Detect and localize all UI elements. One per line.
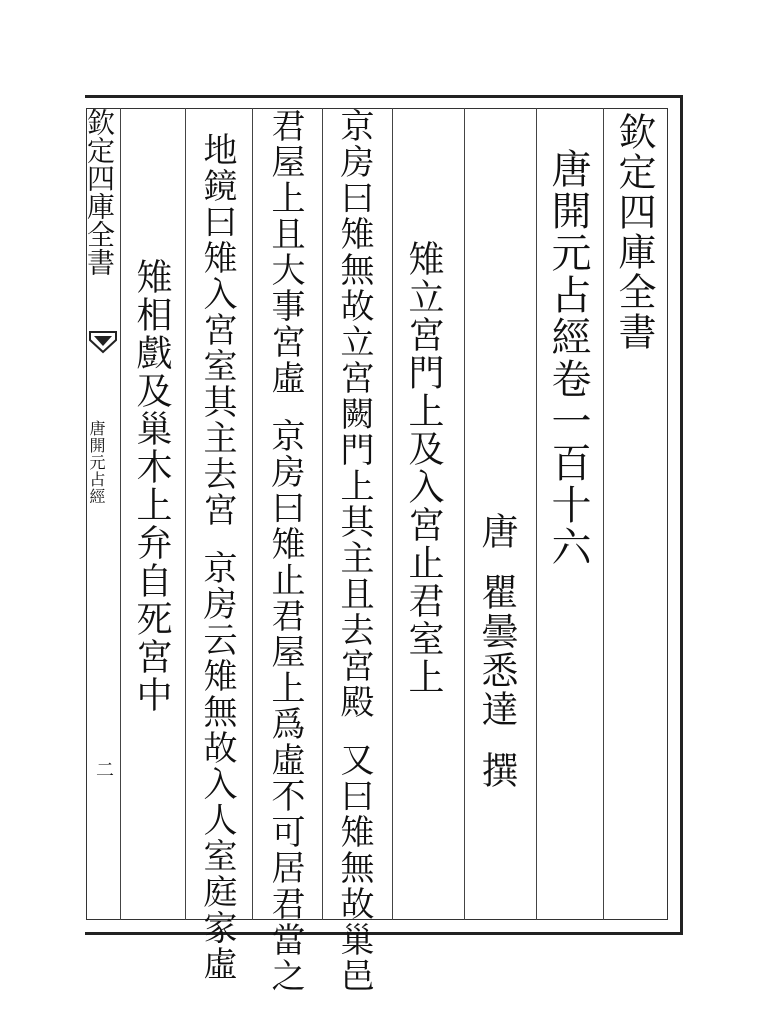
fishtail-mark-icon: [88, 330, 118, 364]
margin-page-number: 二: [93, 760, 114, 778]
author-dynasty: 唐: [475, 512, 518, 551]
author-role: 撰: [475, 751, 518, 790]
column-divider: [464, 108, 465, 920]
author-line: [475, 512, 518, 790]
column-divider: [252, 108, 253, 920]
author-name: 瞿曇悉達: [475, 573, 518, 729]
column-segment: 京房云雉無故入人室庭家虛: [197, 550, 237, 982]
column-divider: [392, 108, 393, 920]
collection-title: 欽定四庫全書: [612, 112, 656, 352]
column-divider: [185, 108, 186, 920]
text-column: [334, 108, 374, 994]
column-segment: 京房曰雉無故立宮闕門上其主且去宮殿: [334, 108, 374, 720]
column-segment: 京房曰雉止君屋上爲虛不可居君當之: [265, 418, 305, 994]
column-divider: [603, 108, 604, 920]
text-column: 雉相戲及巢木上弁自死宮中: [131, 258, 172, 714]
text-column: [265, 108, 305, 994]
margin-book-title: 唐開元占經: [87, 420, 106, 505]
column-segment: 君屋上且大事宮虛: [265, 108, 305, 396]
text-column: 雉立宮門上及入宮止君室上: [403, 240, 444, 696]
column-segment: 地鏡曰雉入宮室其主去宮: [197, 132, 237, 528]
column-divider: [120, 108, 121, 920]
column-divider: [322, 108, 323, 920]
column-divider: [536, 108, 537, 920]
column-segment: 又曰雉無故巢邑: [334, 742, 374, 994]
book-title: 唐開元占經卷一百十六: [545, 148, 591, 568]
margin-collection-title: 欽定四庫全書: [83, 108, 116, 276]
text-column: [197, 132, 237, 982]
